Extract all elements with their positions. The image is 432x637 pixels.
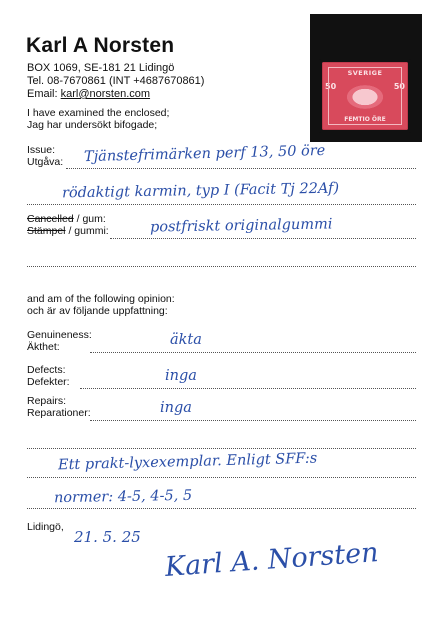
dotted-line [66, 168, 416, 169]
email-label: Email: [27, 88, 58, 100]
dotted-line [27, 204, 416, 205]
repairs-value: inga [160, 400, 192, 416]
stamp-image [322, 62, 408, 130]
stamp-value-right: 50 [393, 82, 405, 91]
stamp-value-left: 50 [325, 82, 337, 91]
genuineness-label-sv: Äkthet: [27, 341, 60, 353]
dotted-line [80, 388, 416, 389]
date-value: 21. 5. 25 [74, 528, 141, 546]
phone: Tel. 08-7670861 (INT +4687670861) [27, 75, 205, 87]
intro-en: I have examined the enclosed; [27, 107, 170, 119]
stamp-top-text: SVERIGE [347, 69, 383, 77]
cancelled-label-sv: Stämpel / gummi: [27, 225, 109, 237]
place-label: Lidingö, [27, 521, 64, 533]
intro-sv: Jag har undersökt bifogade; [27, 119, 158, 131]
dotted-line [27, 448, 416, 449]
crest-icon [342, 82, 388, 112]
issue-label-sv: Utgåva: [27, 156, 64, 168]
genuineness-value: äkta [170, 332, 202, 348]
dotted-line [90, 352, 416, 353]
defects-label-en: Defects: [27, 364, 66, 376]
stamp-frame [328, 67, 402, 125]
address: BOX 1069, SE-181 21 Lidingö [27, 62, 175, 74]
dotted-line [27, 477, 416, 478]
signature: Karl A. Norsten [163, 537, 380, 583]
certifier-name: Karl A Norsten [26, 34, 175, 57]
issue-label-en: Issue: [27, 144, 56, 156]
remarks-line2: normer: 4-5, 4-5, 5 [53, 487, 193, 507]
repairs-label-en: Repairs: [27, 395, 67, 407]
defects-label-sv: Defekter: [27, 376, 70, 388]
defects-value: inga [165, 368, 197, 384]
repairs-label-sv: Reparationer: [27, 407, 91, 419]
dotted-line [110, 238, 416, 239]
issue-value-line1: Tjänstefrimärken perf 13, 50 öre [83, 142, 326, 166]
stamp-bottom-text: FEMTIO ÖRE [344, 116, 386, 123]
dotted-line [27, 508, 416, 509]
email-row [27, 88, 150, 101]
stamp-photo [310, 14, 422, 142]
genuineness-label-en: Genuineness: [27, 329, 92, 341]
remarks-line1: Ett prakt-lyxexemplar. Enligt SFF:s [57, 450, 318, 474]
dotted-line [27, 266, 416, 267]
dotted-line [90, 420, 416, 421]
issue-value-line2: rödaktigt karmin, typ I (Facit Tj 22Af) [61, 180, 340, 202]
email-link[interactable]: karl@norsten.com [60, 88, 151, 100]
cancelled-label-en: Cancelled / gum: [27, 213, 106, 225]
opinion-en: and am of the following opinion: [27, 293, 175, 305]
cancelled-value: postfriskt originalgummi [149, 216, 333, 236]
opinion-sv: och är av följande uppfattning: [27, 305, 168, 317]
